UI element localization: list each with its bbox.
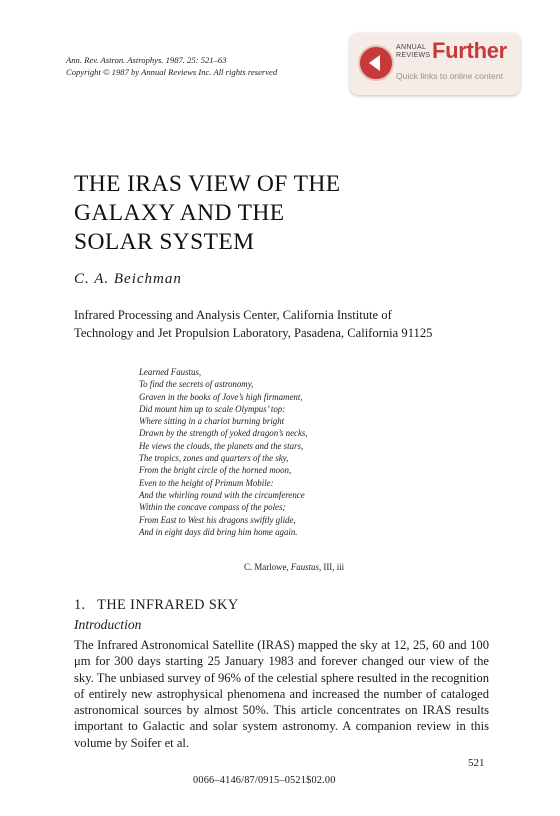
author-affiliation	[74, 306, 504, 342]
affiliation-line: Infrared Processing and Analysis Center, California Institute of	[74, 308, 392, 322]
arrow-left-icon	[358, 45, 394, 81]
annual-label: ANNUAL	[396, 44, 427, 51]
article-title	[74, 170, 341, 257]
body-paragraph: The Infrared Astronomical Satellite (IRAS) mapped the sky at 12, 25, 60 and 100 μm for 300 days starting 25 January 1983 and forever changed our view of the sky. The unbiased survey of 96% of the celestial sphere resulted in the recognition of entirely new astrophysical phenomena and increased the number of cataloged astronomical sources by almost 50%. This article concentrates on IRAS results important to Galactic and solar system astronomy. A companion review in this volume by Soifer et al.	[74, 638, 489, 750]
poem-line: Learned Faustus,	[139, 367, 202, 377]
poem-line: Even to the height of Primum Mobile:	[139, 477, 274, 488]
reviews-label: REVIEWS	[396, 52, 431, 59]
body-text	[74, 637, 489, 751]
poem-line: From East to West his dragons swiftly glide,	[139, 514, 296, 525]
further-label: Further	[432, 38, 507, 63]
title-line: SOLAR SYSTEM	[74, 229, 255, 255]
poem-line: The tropics, zones and quarters of the sky,	[139, 453, 289, 464]
poem-line: Did mount him up to scale Olympus’ top:	[139, 403, 286, 414]
poem-line: From the bright circle of the horned moon,	[139, 465, 292, 476]
page-number: 521	[468, 757, 485, 769]
author-name: C. A. Beichman	[74, 271, 182, 287]
poem-line: Drawn by the strength of yoked dragon’s necks,	[139, 428, 308, 439]
poem-line: Graven in the books of Jove’s high firmament,	[139, 391, 303, 402]
title-line: GALAXY AND THE	[74, 200, 285, 226]
article-code: 0066–4146/87/0915–0521$02.00	[193, 775, 336, 786]
poem-line: Within the concave compass of the poles;	[139, 502, 286, 513]
further-links-banner[interactable]	[350, 33, 520, 95]
poem-line: And in eight days did bring him home again.	[139, 526, 298, 537]
epigraph-poem	[139, 366, 308, 538]
poem-line: And the whirling round with the circumference	[139, 489, 305, 500]
epigraph-attribution	[244, 562, 344, 572]
subsection-heading: Introduction	[74, 617, 142, 632]
journal-citation	[66, 55, 277, 78]
affiliation-line: Technology and Jet Propulsion Laboratory, Pasadena, California 91125	[74, 326, 433, 340]
poem-line: He views the clouds, the planets and the stars,	[139, 440, 304, 451]
poem-line: Where sitting in a chariot burning bright	[139, 416, 285, 427]
citation-line: Ann. Rev. Astron. Astrophys. 1987. 25: 521–63	[66, 55, 227, 65]
further-subtitle: Quick links to online content	[396, 71, 504, 81]
title-line: THE IRAS VIEW OF THE	[74, 171, 341, 197]
attribution-work: Faustus	[290, 562, 319, 572]
copyright-line: Copyright © 1987 by Annual Reviews Inc. All rights reserved	[66, 66, 278, 77]
section-heading: 1. THE INFRARED SKY	[74, 597, 239, 613]
attribution-author: C. Marlowe,	[244, 562, 291, 572]
attribution-citation: , III, iii	[318, 562, 345, 572]
annual-reviews-logo-text	[396, 44, 430, 60]
poem-line: To find the secrets of astronomy,	[139, 379, 254, 390]
